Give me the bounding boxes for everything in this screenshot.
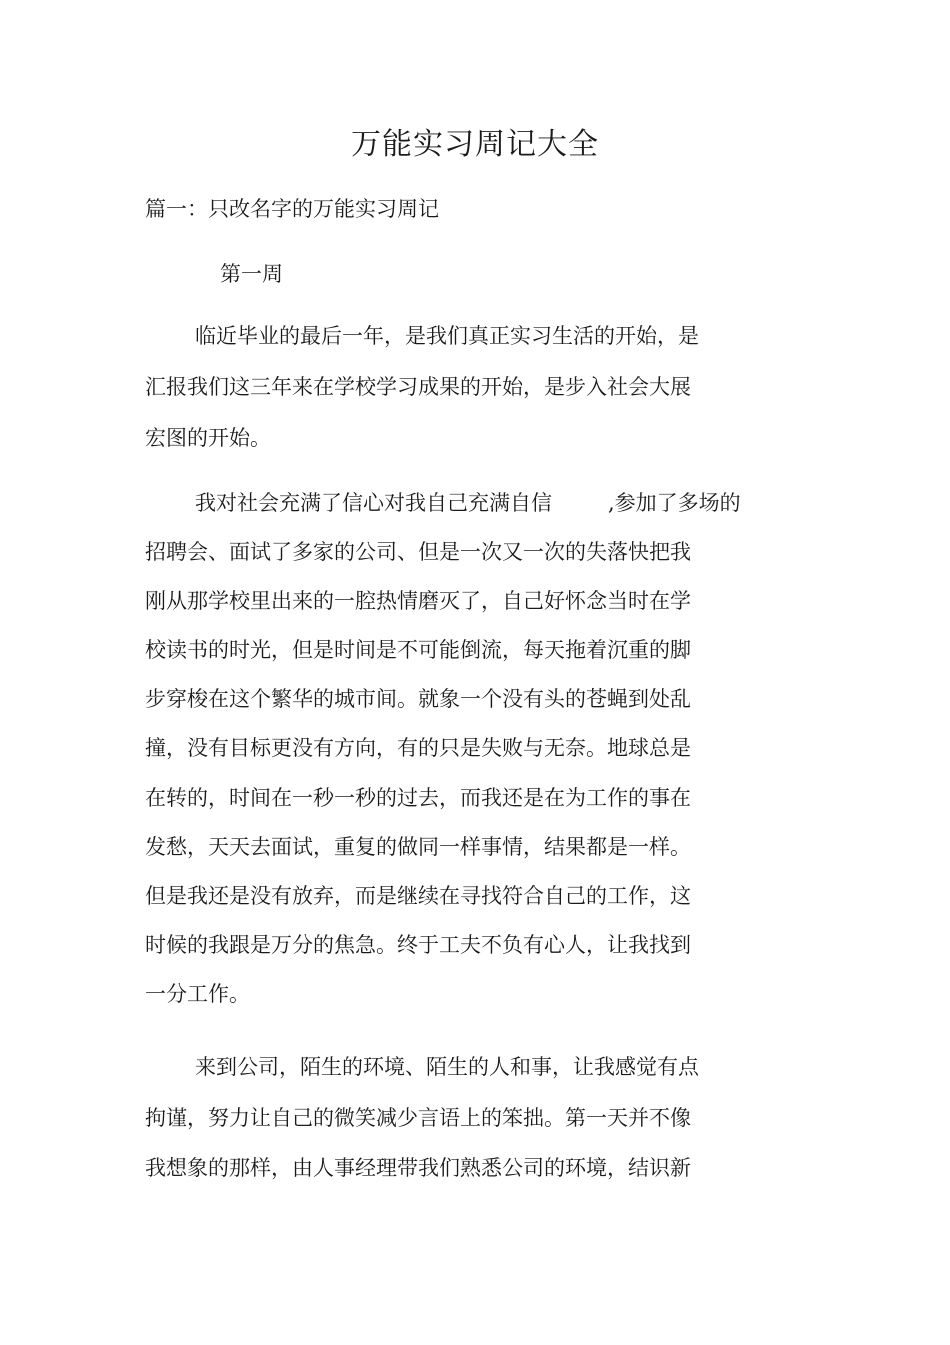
paragraph-line: 步穿梭在这个繁华的城市间。就象一个没有头的苍蝇到处乱 [145,687,691,712]
paragraph-1 [145,320,699,473]
document-title: 万能实习周记大全 [351,127,599,162]
paragraph-line: 我想象的那样，由人事经理带我们熟悉公司的环境，结识新 [145,1156,691,1180]
paragraph-line-part: 我对社会充满了信心对我自己充满自信 [195,491,552,515]
paragraph-line [145,487,741,520]
paragraph-line: 撞，没有目标更没有方向，有的只是失败与无奈。地球总是 [145,736,691,761]
paragraph-line: 校读书的时光，但是时间是不可能倒流，每天拖着沉重的脚 [145,638,691,663]
paragraph-line: 时候的我跟是万分的焦急。终于工夫不负有心人，让我找到 [145,932,691,957]
paragraph-line: 来到公司，陌生的环境、陌生的人和事，让我感觉有点 [195,1055,699,1079]
paragraph-line: 汇报我们这三年来在学校学习成果的开始，是步入社会大展 [145,375,691,399]
paragraph-line: 一分工作。 [145,981,250,1006]
paragraph-line: 宏图的开始。 [145,426,271,450]
paragraph-2 [145,487,741,1027]
paragraph-line: 在转的，时间在一秒一秒的过去，而我还是在为工作的事在 [145,785,691,810]
paragraph-line: 刚从那学校里出来的一腔热情磨灭了，自己好怀念当时在学 [145,589,691,614]
paragraph-line: 发愁，天天去面试，重复的做同一样事情，结果都是一样。 [145,834,691,859]
section-heading: 篇一：只改名字的万能实习周记 [145,197,439,221]
paragraph-line: 但是我还是没有放弃，而是继续在寻找符合自己的工作，这 [145,883,691,908]
paragraph-line: 招聘会、面试了多家的公司、但是一次又一次的失落快把我 [145,540,691,565]
week-heading: 第一周 [220,262,283,286]
paragraph-line: 拘谨，努力让自己的微笑减少言语上的笨拙。第一天并不像 [145,1105,691,1130]
paragraph-line: 临近毕业的最后一年，是我们真正实习生活的开始，是 [195,324,699,348]
paragraph-line-part: ,参加了多场的 [608,491,741,515]
paragraph-3 [145,1051,699,1203]
